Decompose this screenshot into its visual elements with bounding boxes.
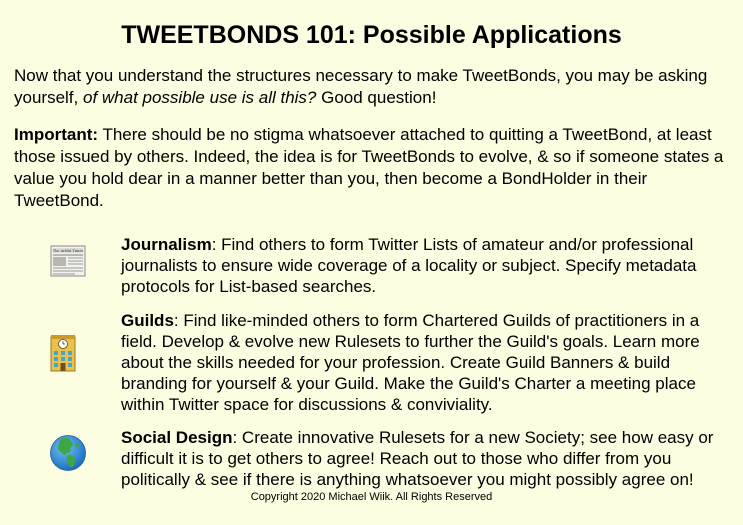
intro-paragraph <box>14 65 730 109</box>
application-title: Guilds <box>121 311 174 330</box>
newspaper-masthead: The Artful Times <box>52 249 84 253</box>
application-description: : Create innovative Rulesets for a new Society; see how easy or difficult it is to get others to agree! Reach out to those who differ from you politically & see if there is anything whatsoever you might possibly agree on! <box>121 428 714 489</box>
application-guilds <box>121 310 721 415</box>
application-description: : Find like-minded others to form Chartered Guilds of practitioners in a field. Develop & evolve new Rulesets to further the Guild's goals. Learn more about the skills needed for your profession. Create Guild Banners & build branding for yourself & your Guild. Make the Guild's Charter a meeting place within Twitter space for discussions & conviviality. <box>121 311 700 414</box>
important-label: Important: <box>14 125 99 144</box>
newspaper-icon <box>50 244 86 278</box>
application-description: : Find others to form Twitter Lists of amateur and/or professional journalists to ensure wide coverage of a locality or subject. Specify metadata protocols for List-based searches. <box>121 235 697 296</box>
copyright-footer: Copyright 2020 Michael Wiik. All Rights Reserved <box>250 491 493 503</box>
office-building-icon <box>50 334 76 372</box>
globe-icon <box>49 434 87 472</box>
application-title: Journalism <box>121 235 212 254</box>
important-text: There should be no stigma whatsoever attached to quitting a TweetBond, at least those issued by others. Indeed, the idea is for TweetBonds to evolve, & so if someone states a value you hold dear in a manner better than you, then become a BondHolder in their TweetBond. <box>14 125 724 210</box>
application-journalism <box>121 234 721 297</box>
page-title: TWEETBONDS 101: Possible Applications <box>121 21 622 49</box>
application-social-design <box>121 427 721 490</box>
intro-text: Now that you understand the structures necessary to make TweetBonds, you may be asking yourself, <box>14 66 708 107</box>
intro-italic-question: of what possible use is all this? <box>82 88 317 107</box>
intro-text-end: Good question! <box>316 88 437 107</box>
important-paragraph <box>14 124 730 212</box>
application-title: Social Design <box>121 428 233 447</box>
